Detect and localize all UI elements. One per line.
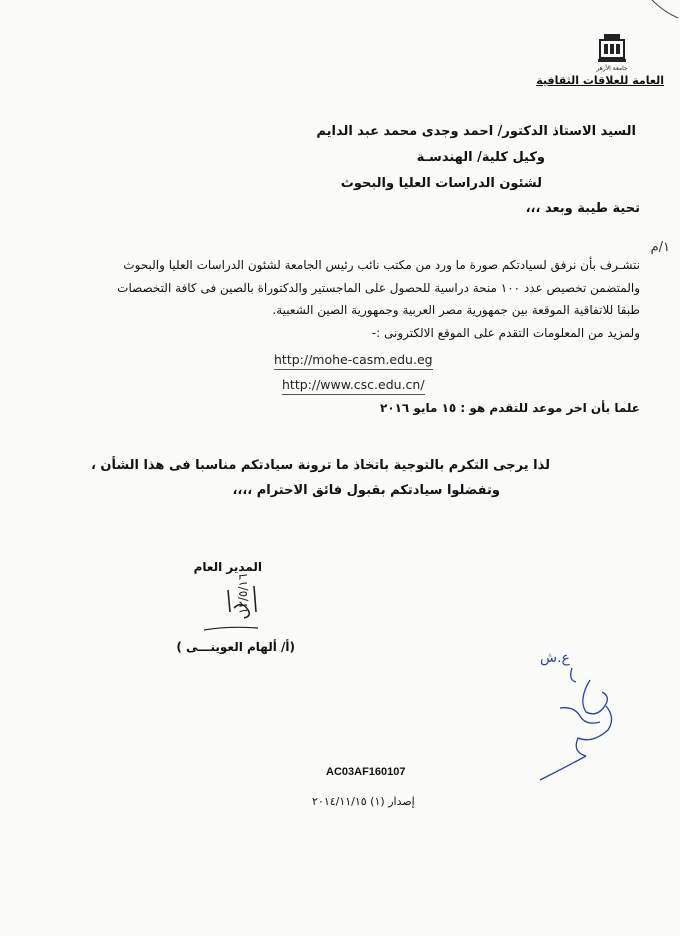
body-line3: طبقا للاتفاقية الموقعة بين جمهورية مصر العربية وجمهورية الصين الشعبية. <box>272 303 640 317</box>
greeting: تحية طيبة وبعد ،،، <box>525 201 640 216</box>
handwritten-annotation <box>520 660 630 790</box>
body-line2: والمتضمن تخصيص عدد ١٠٠ منحة دراسية للحصول على الماجستير والدكتوراة بالصين فى كافة التخصصات <box>117 280 640 295</box>
margin-note: ١/م <box>650 240 670 255</box>
body-line1: نتشـرف بأن نرفق لسيادتكم صورة ما ورد من مكتب نائب رئيس الجامعة لشئون الدراسات العليا والبحوث <box>123 258 640 272</box>
link-mohe[interactable]: http://mohe-casm.edu.eg <box>274 352 433 370</box>
seal-text: جامعة الأزهر <box>596 65 628 72</box>
closing-line2: وتفضلوا سيادتكم بقبول فائق الاحترام ،،،، <box>232 483 500 498</box>
university-seal-icon <box>594 32 630 72</box>
addressee-line1: السيد الاستاذ الدكتور/ احمد وجدى محمد عبد الدايم <box>316 124 636 139</box>
signatory-title: المدير العام <box>193 560 262 574</box>
link-csc[interactable]: http://www.csc.edu.cn/ <box>282 377 425 395</box>
handwritten-date: ١٢/٥/١٦ <box>236 573 250 614</box>
org-department: العامة للعلاقات الثقافية <box>536 74 664 87</box>
handwritten-note: ع.ش <box>540 650 570 666</box>
signatory-name: (أ/ ألهام العوينـــى ) <box>176 640 295 654</box>
letter-body <box>80 254 640 344</box>
issue-date: إصدار (١) ٢٠١٤/١١/١٥ <box>312 795 415 808</box>
page-corner-mark <box>650 0 680 22</box>
document-code: AC03AF160107 <box>326 766 406 778</box>
closing-line1: لذا يرجى التكرم بالتوجية باتخاذ ما ترونة سيادتكم مناسبا فى هذا الشأن ، <box>90 458 550 473</box>
addressee-line3: لشئون الدراسات العليا والبحوث <box>340 176 542 191</box>
deadline-text: علما بأن اخر موعد للتقدم هو : ١٥ مايو ٢٠١٦ <box>379 401 640 415</box>
body-line4: ولمزيد من المعلومات التقدم على الموقع الالكترونى :- <box>371 325 640 340</box>
university-logo <box>536 32 664 100</box>
addressee-line2: وكيل كلية/ الهندسـة <box>416 150 545 165</box>
